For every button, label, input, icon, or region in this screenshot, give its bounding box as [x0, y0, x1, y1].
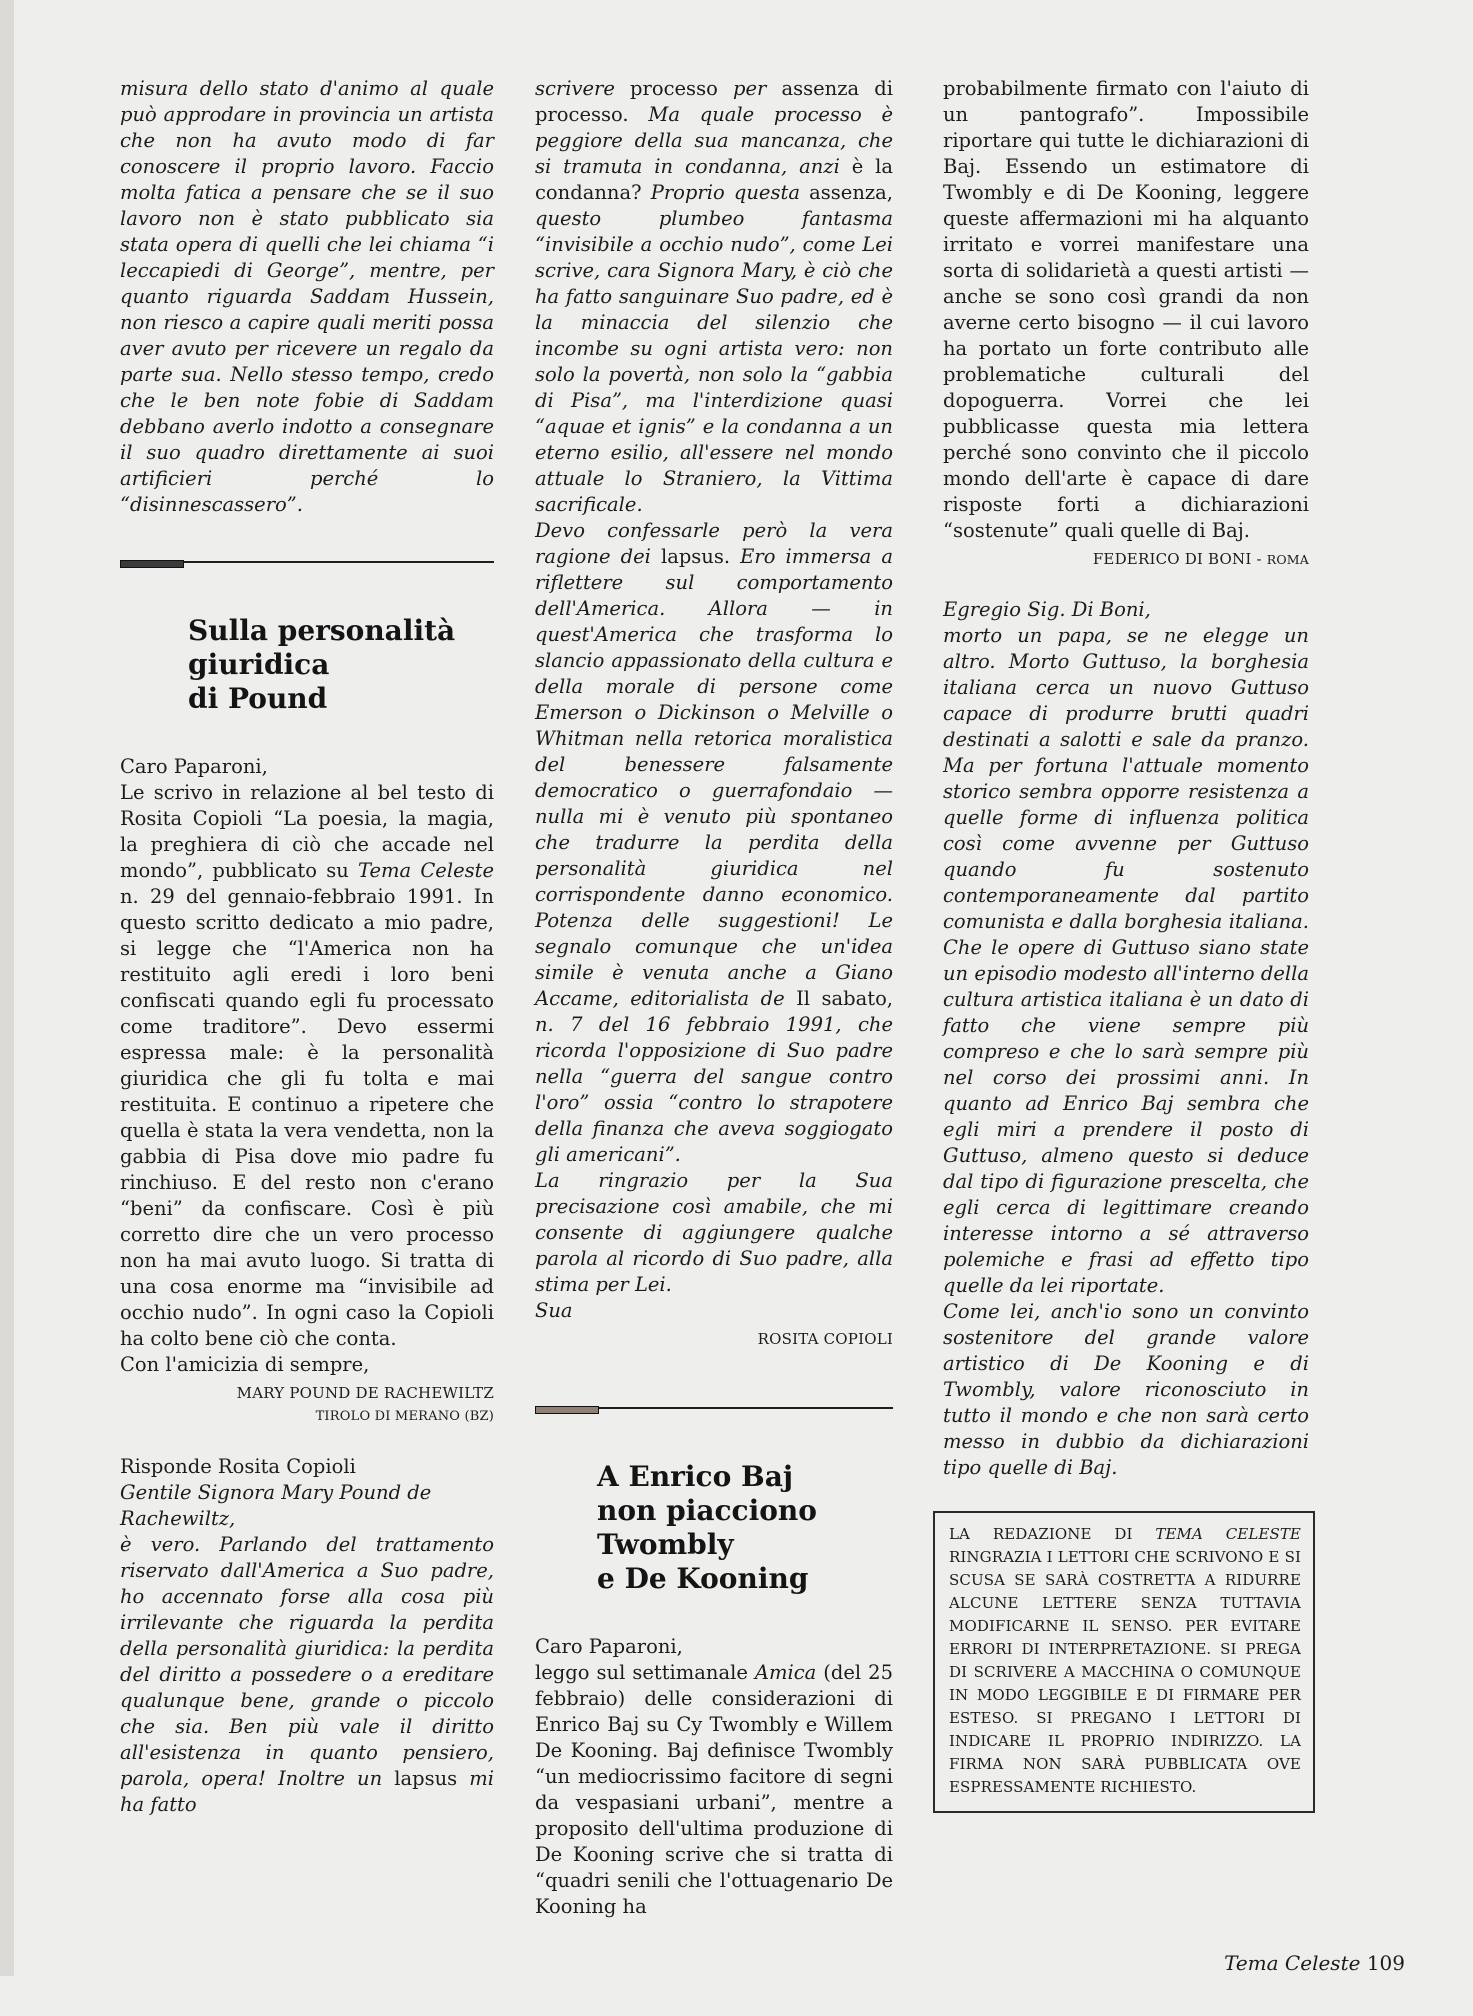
column-3 [943, 76, 1309, 1813]
magazine-title: TEMA CELESTE [1155, 1525, 1301, 1543]
previous-letter-continuation: misura dello stato d'animo al quale può approdare in provincia un artista che non ha avuto modo di far conoscere il proprio lavoro. Faccio molta fatica a pensare che se il suo lavoro non è stato pubblicato sia stata opera di quelli che lei chiama “i leccapiedi di George”, mentre, per quanto riguarda Saddam Hussein, non riesco a capire quali meriti possa aver avuto per ricevere un regalo da parte sua. Nello stesso tempo, credo che le ben note fobie di Saddam debbano averlo indotto a consegnare il suo quadro direttamente ai suoi artificieri perché lo “disinnescassero”. [120, 77, 494, 516]
reply-paragraph: è vero. Parlando del trattamento riservato dall'America a Suo padre, ho accennato forse alla cosa più irrilevante che riguarda la perdita della personalità giuridica: la perdita del diritto a possedere o a ereditare qualunque bene, grande o piccolo che sia. Ben più vale il diritto all'esistenza in quanto pensiero, parola, opera! Inoltre un lapsus mi ha fatto [120, 1533, 495, 1816]
article-headline-baj: A Enrico Baj non piacciono Twombly e De Kooning [597, 1460, 817, 1595]
reply-intro: Risponde Rosita Copioli [120, 1455, 356, 1478]
letter-salutation: Caro Paparoni, [120, 755, 268, 778]
letter-signature: MARY POUND DE RACHEWILTZ [236, 1384, 494, 1402]
reply-salutation: Egregio Sig. Di Boni, [943, 598, 1151, 621]
editorial-notice-box: LA REDAZIONE DI TEMA CELESTE RINGRAZIA I LETTORI CHE SCRIVONO E SI SCUSA SE SARÀ COSTRETTA A RIDURRE ALCUNE LETTERE SENZA TUTTAVIA MODIFICARNE IL SENSO. PER EVITARE ERRORI DI INTERPRETAZIONE. SI PREGA DI SCRIVERE A MACCHINA O COMUNQUE IN MODO LEGGIBILE E DI FIRMARE PER ESTESO. SI PREGANO I LETTORI DI INDICARE IL PROPRIO INDIRIZZO. LA FIRMA NON SARÀ PUBBLICATA OVE ESPRESSAMENTE RICHIESTO. [933, 1511, 1315, 1813]
page-number: 109 [1366, 1951, 1405, 1975]
letter-continuation: probabilmente firmato con l'aiuto di un pantografo”. Impossibile riportare qui tutte le dichiarazioni di Baj. Essendo un estimatore di Twombly e di De Kooning, leggere queste affermazioni mi ha alquanto irritato e vorrei manifestare una sorta di solidarietà a questi artisti — anche se sono così grandi da non averne certo bisogno — il cui lavoro ha portato un forte contributo alle problematiche culturali del dopoguerra. Vorrei che lei pubblicasse questa mia lettera perché sono convinto che il piccolo mondo dell'arte è capace di dare risposte forti a dichiarazioni “sostenute” quali quelle di Baj. [943, 77, 1309, 542]
section-divider [120, 558, 494, 566]
letter-salutation: Caro Paparoni, [535, 1635, 683, 1658]
reply-paragraph-3: La ringrazio per la Sua precisazione così amabile, che mi consente di aggiungere qualche parola al ricordo di Suo padre, alla stima per Lei. [535, 1169, 893, 1296]
page-footer [0, 1950, 1405, 1976]
column-2 [535, 76, 893, 1920]
letter-signature: FEDERICO DI BONI - ROMA [1092, 550, 1309, 568]
column-1 [120, 76, 494, 1818]
reply-signature: ROSITA COPIOLI [757, 1330, 893, 1348]
divider-block [120, 560, 184, 568]
reply-paragraph-2: Devo confessarle però la vera ragione dei lapsus. Ero immersa a riflettere sul comportamento dell'America. Allora — in quest'America che trasforma lo slancio appassionato della cultura e della morale di persone come Emerson o Dickinson o Melville o Whitman nella retorica moralistica del benessere falsamente democratico o guerrafondaio — nulla mi è venuto più spontaneo che tradurre la perdita della personalità giuridica nel corrispondente danno economico. Potenza delle suggestioni! Le segnalo comunque che un'idea simile è venuta anche a Giano Accame, editorialista de Il sabato, n. 7 del 16 febbraio 1991, che ricorda l'opposizione di Suo padre nella “guerra del sangue contro l'oro” ossia “contro lo strapotere della finanza che aveva soggiogato gli americani”. [535, 519, 894, 1166]
letter-body: Le scrivo in relazione al bel testo di Rosita Copioli “La poesia, la magia, la preghiera di ciò che accade nel mondo”, pubblicato su Tema Celeste n. 29 del gennaio-febbraio 1991. In questo scritto dedicato a mio padre, si legge che “l'America non ha restituito agli eredi i loro beni confiscati quando egli fu processato come traditore”. Devo essermi espressa male: è la personalità giuridica che gli fu tolta e mai restituita. E continuo a ripetere che quella è stata la vera vendetta, non la gabbia di Pisa dove mio padre fu rinchiuso. E del resto non c'erano “beni” da confiscare. Così è più corretto dire che un vero processo non ha mai avuto luogo. Si tratta di una cosa enorme ma “invisibile ad occhio nudo”. In ogni caso la Copioli ha colto bene ciò che conta. [120, 781, 495, 1350]
letter-body: leggo sul settimanale Amica (del 25 febbraio) delle considerazioni di Enrico Baj su Cy Twombly e Willem De Kooning. Baj definisce Twombly “un mediocrissimo facitore di segni da vespasiani urbani”, mentre a proposito dell'ultima produzione di De Kooning scrive che si tratta di “quadri senili che l'ottuagenario De Kooning ha [535, 1661, 893, 1918]
magazine-title: Amica [754, 1661, 817, 1684]
reply-paragraph-2: Come lei, anch'io sono un convinto sostenitore del grande valore artistico di De Kooning e di Twombly, valore riconosciuto in tutto il mondo e che non sarà certo messo in dubbio da dichiarazioni tipo quelle di Baj. [943, 1300, 1309, 1479]
reply-closing: Sua [535, 1299, 573, 1322]
reply-continuation: scrivere processo per assenza di processo. Ma quale processo è peggiore della sua mancanza, che si tramuta in condanna, anzi è la condanna? Proprio questa assenza, questo plumbeo fantasma “invisibile a occhio nudo”, come Lei scrive, cara Signora Mary, è ciò che ha fatto sanguinare Suo padre, ed è la minaccia del silenzio che incombe su ogni artista vero: non solo la povertà, non solo la “gabbia di Pisa”, ma l'interdizione quasi “aquae et ignis” e la condanna a un eterno esilio, all'essere nel mondo attuale lo Straniero, la Vittima sacrificale. [535, 77, 893, 516]
section-divider [535, 1404, 893, 1412]
footer-magazine-name: Tema Celeste [1224, 1951, 1361, 1975]
letter-closing: Con l'amicizia di sempre, [120, 1353, 370, 1376]
article-headline-pound: Sulla personalità giuridica di Pound [188, 614, 456, 715]
magazine-title: Tema Celeste [358, 859, 495, 882]
letter-location: TIROLO DI MERANO (BZ) [315, 1409, 494, 1424]
divider-block [535, 1406, 599, 1414]
reply-salutation: Gentile Signora Mary Pound de Rachewiltz, [120, 1481, 432, 1530]
reply-paragraph: morto un papa, se ne elegge un altro. Morto Guttuso, la borghesia italiana cerca un nuovo Guttuso capace di produrre brutti quadri destinati a salotti e sale da pranzo. Ma per fortuna l'attuale momento storico sembra opporre resistenza a quelle forme di influenza politica così come avvenne per Guttuso quando fu sostenuto contemporaneamente dal partito comunista e dalla borghesia italiana. Che le opere di Guttuso siano state un episodio modesto all'interno della cultura artistica italiana è un dato di fatto che viene sempre più compreso e che lo sarà sempre più nel corso dei prossimi anni. In quanto ad Enrico Baj sembra che egli miri a prendere il posto di Guttuso, almeno questo si deduce dal tipo di figurazione prescelta, che egli cerca di legittimare creando interesse intorno a sé attraverso polemiche e frasi ad effetto tipo quelle da lei riportate. [943, 624, 1309, 1297]
